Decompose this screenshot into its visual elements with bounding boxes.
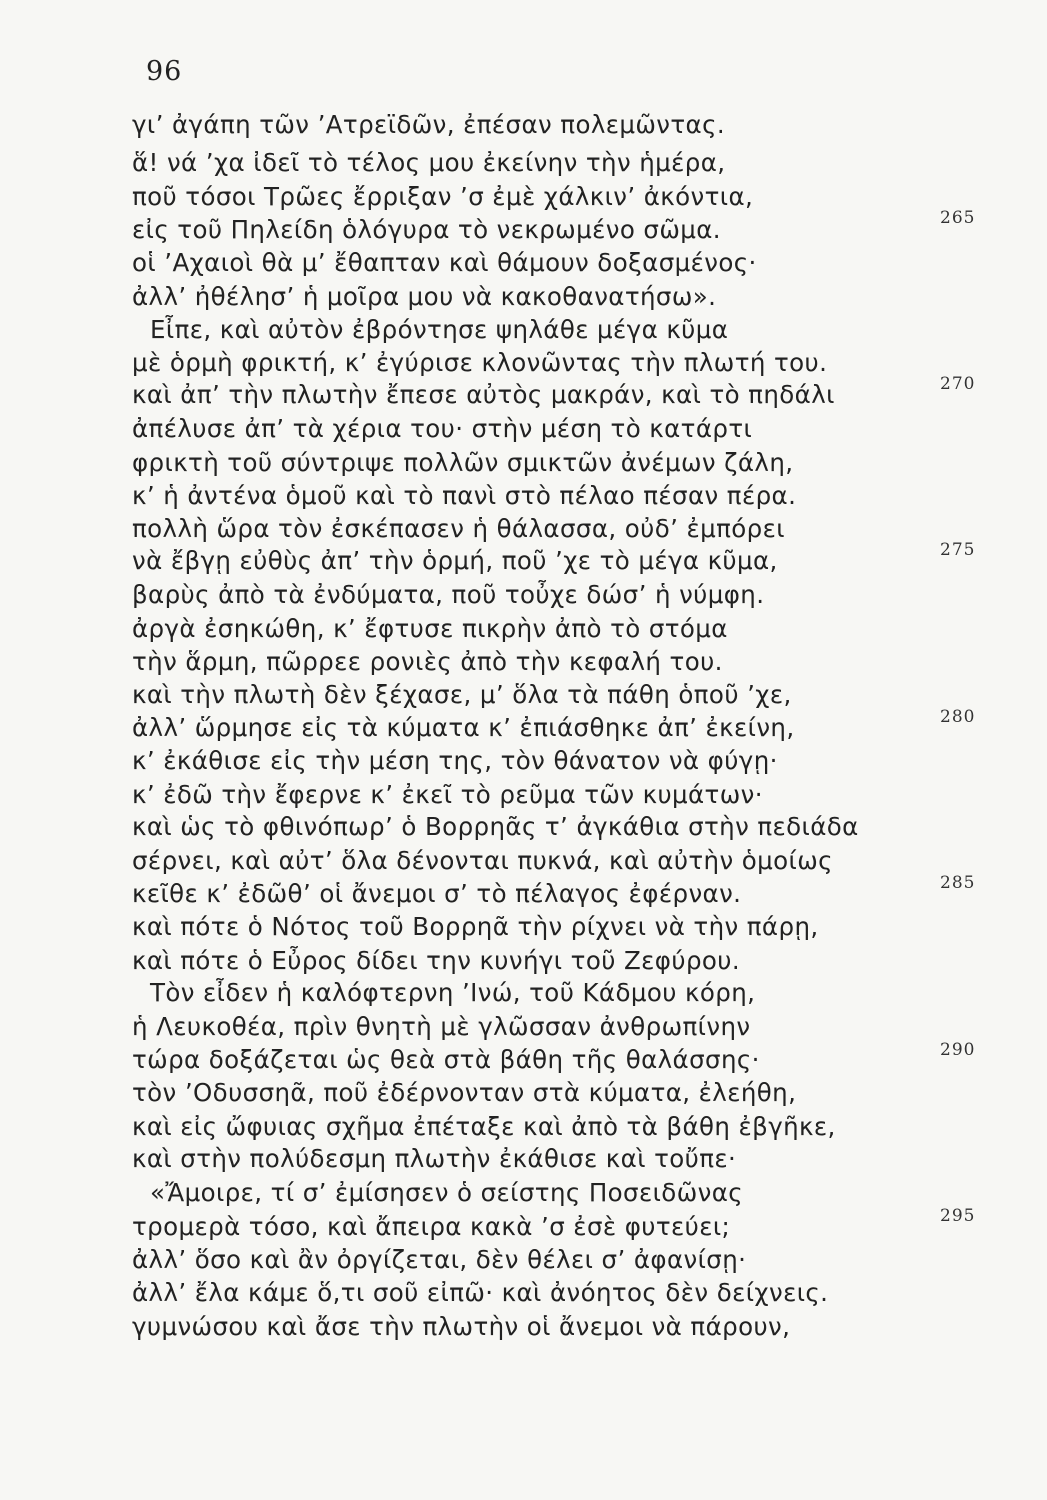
line-number: 270 (940, 374, 976, 394)
verse-line: Εἶπε, καὶ αὐτὸν ἐβρόντησε ψηλάθε μέγα κῦμα (150, 315, 729, 344)
verse-line: κ’ ἐκάθισε εἰς τὴν μέση της, τὸν θάνατον νὰ φύγῃ· (132, 746, 778, 775)
line-number: 295 (940, 1206, 976, 1226)
verse-line: ἀλλ’ ἔλα κάμε ὅ,τι σοῦ εἰπῶ· καὶ ἀνόητος δὲν δείχνεις. (132, 1278, 829, 1307)
verse-line: κ’ ἡ ἀντένα ὁμοῦ καὶ τὸ πανὶ στὸ πέλαο πέσαν πέρα. (132, 481, 797, 510)
verse-line: ἀλλ’ ὅσο καὶ ἂν ὀργίζεται, δὲν θέλει σ’ ἀφανίσῃ· (132, 1245, 747, 1274)
verse-line: φρικτὴ τοῦ σύντριψε πολλῶν σμικτῶν ἀνέμων ζάλη, (132, 448, 794, 477)
verse-line: καὶ ἀπ’ τὴν πλωτὴν ἔπεσε αὐτὸς μακράν, καὶ τὸ πηδάλι (132, 380, 835, 409)
verse-line: Τὸν εἶδεν ἡ καλόφτερνη ’Ινώ, τοῦ Κάδμου κόρη, (150, 978, 756, 1007)
verse-line: κ’ ἐδῶ τὴν ἔφερνε κ’ ἐκεῖ τὸ ρεῦμα τῶν κυμάτων· (132, 780, 763, 809)
verse-line: καὶ στὴν πολύδεσμη πλωτὴν ἐκάθισε καὶ τοὔπε· (132, 1144, 737, 1173)
verse-line: πολλὴ ὥρα τὸν ἐσκέπασεν ἡ θάλασσα, οὐδ’ ἐμπόρει (132, 514, 785, 543)
verse-line: σέρνει, καὶ αὐτ’ ὅλα δένονται πυκνά, καὶ αὐτὴν ὁμοίως (132, 846, 833, 875)
verse-line: ἅ! νά ’χα ἰδεῖ τὸ τέλος μου ἐκείνην τὴν ἡμέρα, (132, 148, 726, 177)
verse-line: τὴν ἅρμη, πῶρρεε ρονιὲς ἀπὸ τὴν κεφαλή του. (132, 647, 723, 676)
verse-line: βαρὺς ἀπὸ τὰ ἐνδύματα, ποῦ τοὖχε δώσ’ ἡ νύμφη. (132, 580, 765, 609)
line-number: 280 (940, 707, 976, 727)
line-number: 265 (940, 208, 976, 228)
verse-line: καὶ ὡς τὸ φθινόπωρ’ ὁ Βορρηᾶς τ’ ἀγκάθια στὴν πεδιάδα (132, 812, 859, 841)
verse-line: οἱ ’Αχαιοὶ θὰ μ’ ἔθαπταν καὶ θάμουν δοξασμένος· (132, 248, 757, 277)
verse-line: ἀργὰ ἐσηκώθη, κ’ ἔφτυσε πικρὴν ἀπὸ τὸ στόμα (132, 614, 728, 643)
verse-line: καὶ εἰς ὤφυιας σχῆμα ἐπέταξε καὶ ἀπὸ τὰ βάθη ἐβγῆκε, (132, 1112, 836, 1141)
verse-line: καὶ τὴν πλωτὴ δὲν ξέχασε, μ’ ὅλα τὰ πάθη ὁποῦ ’χε, (132, 680, 792, 709)
verse-line: τρομερὰ τόσο, καὶ ἄπειρα κακὰ ’σ ἐσὲ φυτεύει; (132, 1212, 731, 1241)
verse-line: τώρα δοξάζεται ὡς θεὰ στὰ βάθη τῆς θαλάσσης· (132, 1045, 760, 1074)
verse-line: νὰ ἔβγῃ εὐθὺς ἀπ’ τὴν ὁρμή, ποῦ ’χε τὸ μέγα κῦμα, (132, 546, 778, 575)
verse-line: μὲ ὁρμὴ φρικτή, κ’ ἐγύρισε κλονῶντας τὴν πλωτή του. (132, 348, 828, 377)
verse-line: εἰς τοῦ Πηλείδη ὁλόγυρα τὸ νεκρωμένο σῶμα. (132, 215, 721, 244)
verse-line: ποῦ τόσοι Τρῶες ἔρριξαν ’σ ἐμὲ χάλκιν’ ἀκόντια, (132, 182, 754, 211)
verse-line: γι’ ἀγάπη τῶν ’Ατρεϊδῶν, ἐπέσαν πολεμῶντας. (132, 110, 726, 139)
page-number: 96 (146, 56, 183, 87)
verse-line: ἀπέλυσε ἀπ’ τὰ χέρια του· στὴν μέση τὸ κατάρτι (132, 414, 753, 443)
line-number: 285 (940, 873, 976, 893)
verse-line: γυμνώσου καὶ ἄσε τὴν πλωτὴν οἱ ἄνεμοι νὰ πάρουν, (132, 1312, 791, 1341)
verse-line: «Ἄμοιρε, τί σ’ ἐμίσησεν ὁ σείστης Ποσειδῶνας (150, 1178, 744, 1207)
verse-line: ἀλλ’ ἠθέλησ’ ἡ μοῖρα μου νὰ κακοθανατήσω». (132, 282, 717, 311)
verse-line: καὶ πότε ὁ Εὖρος δίδει την κυνήγι τοῦ Ζεφύρου. (132, 946, 741, 975)
line-number: 290 (940, 1040, 976, 1060)
verse-line: ἀλλ’ ὥρμησε εἰς τὰ κύματα κ’ ἐπιάσθηκε ἀπ’ ἐκείνη, (132, 713, 795, 742)
verse-line: τὸν ’Οδυσσηᾶ, ποῦ ἐδέρνονταν στὰ κύματα, ἐλεήθη, (132, 1078, 797, 1107)
verse-line: κεῖθε κ’ ἐδῶθ’ οἱ ἄνεμοι σ’ τὸ πέλαγος ἐφέρναν. (132, 879, 742, 908)
line-number: 275 (940, 540, 976, 560)
verse-line: καὶ πότε ὁ Νότος τοῦ Βορρηᾶ τὴν ρίχνει νὰ τὴν πάρῃ, (132, 912, 819, 941)
verse-line: ἡ Λευκοθέα, πρὶν θνητὴ μὲ γλῶσσαν ἀνθρωπίνην (132, 1012, 751, 1041)
